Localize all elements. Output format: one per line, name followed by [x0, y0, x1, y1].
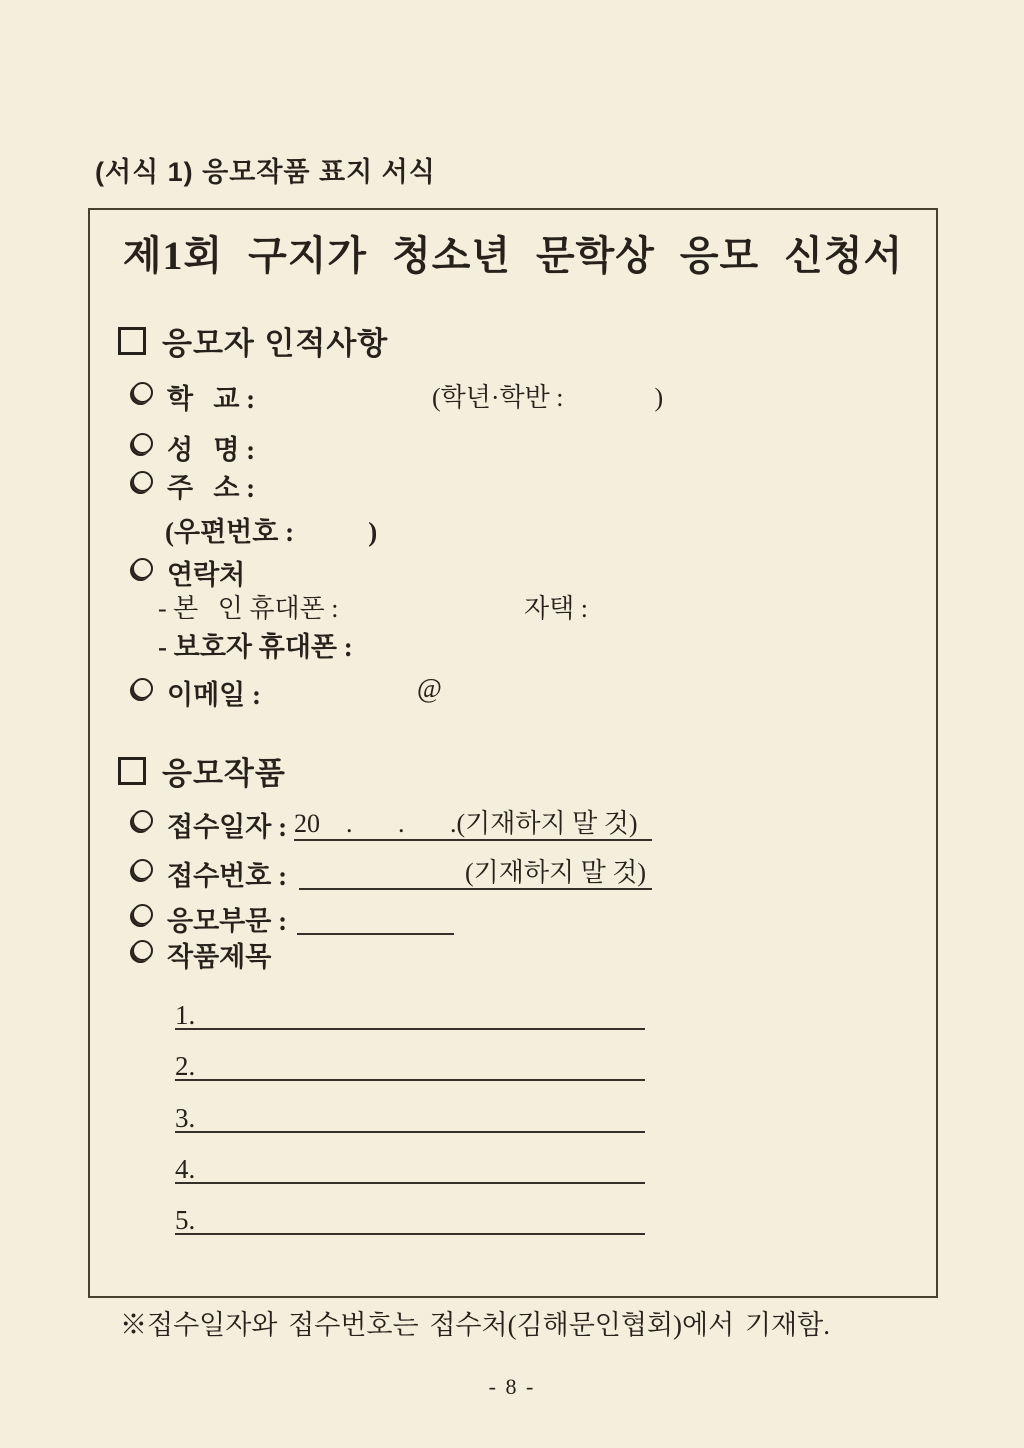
- row-email: [90, 673, 936, 710]
- row-address: [90, 466, 936, 503]
- work-title-line-4: 4.: [175, 1154, 645, 1184]
- row-category: [90, 899, 936, 937]
- email-label: 이메일 :: [167, 680, 261, 710]
- circle-bullet-icon: [132, 940, 153, 961]
- row-name: [90, 428, 936, 465]
- page-number: - 8 -: [488, 1374, 536, 1399]
- square-bullet-icon: [118, 757, 146, 785]
- circle-bullet-icon: [132, 859, 153, 880]
- guardian-phone-label: - 보호자 휴대폰 :: [158, 632, 353, 662]
- circle-bullet-icon: [132, 678, 153, 699]
- row-guardian-phone: [90, 625, 936, 662]
- circle-bullet-icon: [132, 471, 153, 492]
- self-phone-label: - 본 인 휴대폰 :: [158, 594, 339, 623]
- application-form-box: [88, 208, 938, 1298]
- category-field-line: [297, 897, 454, 935]
- row-work-title: [90, 935, 936, 972]
- postal-code-label: (우편번호 : ): [165, 517, 378, 547]
- form-format-caption: (서식 1) 응모작품 표지 서식: [95, 157, 436, 187]
- section-works-heading: [118, 748, 286, 793]
- section-applicant-heading-label: 응모자 인적사항: [162, 326, 389, 361]
- row-self-phone: [90, 588, 936, 623]
- work-title-line-3: 3.: [175, 1103, 645, 1133]
- circle-bullet-icon: [132, 382, 153, 403]
- category-label: 응모부문 :: [167, 906, 288, 936]
- work-title-line-2: 2.: [175, 1051, 645, 1081]
- receipt-date-label: 접수일자 :: [167, 812, 288, 842]
- contact-label: 연락처: [167, 560, 246, 590]
- circle-bullet-icon: [132, 558, 153, 579]
- receipt-date-field-line: 20 . . .(기재하지 말 것): [294, 803, 652, 841]
- home-phone-label: 자택 :: [524, 594, 588, 623]
- row-contact: [90, 553, 936, 590]
- circle-bullet-icon: [132, 904, 153, 925]
- square-bullet-icon: [118, 327, 146, 355]
- grade-class-label: (학년·학반 : ): [432, 383, 664, 412]
- work-title-line-5: 5.: [175, 1205, 645, 1235]
- circle-bullet-icon: [132, 810, 153, 831]
- footnote: ※접수일자와 접수번호는 접수처(김해문인협회)에서 기재함.: [120, 1310, 830, 1340]
- name-label: 성 명 :: [167, 435, 256, 465]
- email-at-sign: @: [417, 673, 442, 703]
- row-receipt-date: [90, 805, 936, 843]
- row-school: [90, 377, 936, 414]
- school-label: 학 교 :: [167, 384, 256, 414]
- row-receipt-number: [90, 854, 936, 892]
- work-title-label: 작품제목: [167, 942, 272, 972]
- receipt-number-label: 접수번호 :: [167, 861, 288, 891]
- work-title-line-1: 1.: [175, 1000, 645, 1030]
- address-label: 주 소 :: [167, 473, 256, 503]
- circle-bullet-icon: [132, 433, 153, 454]
- section-works-heading-label: 응모작품: [162, 756, 286, 791]
- form-title: 제1회 구지가 청소년 문학상 응모 신청서: [122, 233, 904, 278]
- row-postal-code: [90, 510, 936, 547]
- section-applicant-heading: [118, 318, 388, 363]
- receipt-number-field-line: (기재하지 말 것): [299, 852, 652, 890]
